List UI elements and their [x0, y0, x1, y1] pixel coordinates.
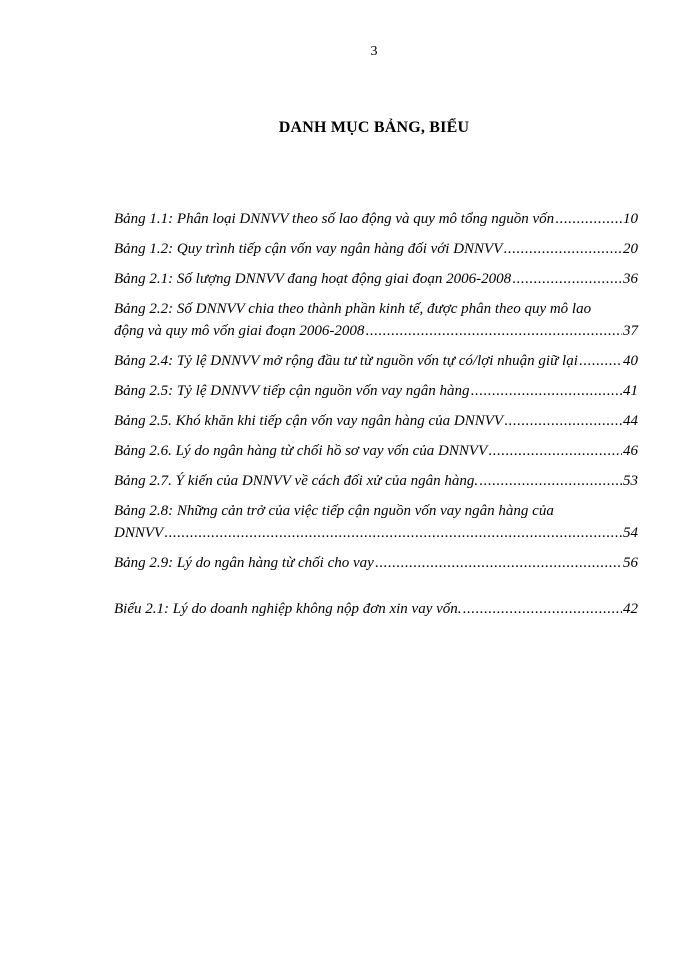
dot-leader	[365, 320, 622, 342]
dot-leader	[512, 268, 622, 290]
dot-leader	[555, 208, 622, 230]
charts-list	[114, 598, 638, 620]
entry-title: Bảng 2.7. Ý kiến của DNNVV về cách đối xử của ngân hàng.	[114, 473, 479, 489]
entry-row	[114, 552, 638, 574]
entry-page-number: 42	[623, 601, 638, 617]
entry-title: Bảng 2.9: Lý do ngân hàng từ chối cho vay	[114, 555, 374, 571]
section-gap	[114, 582, 638, 598]
entry-page-number: 54	[623, 525, 638, 541]
page-number: 3	[370, 44, 378, 59]
entry-title-line: Bảng 2.2: Số DNNVV chia theo thành phần kinh tế, được phân theo quy mô lao	[114, 301, 592, 317]
entry-row	[114, 470, 638, 492]
dot-leader	[503, 238, 622, 260]
dot-leader	[463, 598, 622, 620]
entry-row	[114, 440, 638, 462]
entry-title: Bảng 1.2: Quy trình tiếp cận vốn vay ngân hàng đối với DNNVV	[114, 241, 503, 257]
entry-title: Bảng 2.1: Số lượng DNNVV đang hoạt động giai đoạn 2006-2008	[114, 271, 512, 287]
entry-page-number: 53	[623, 473, 638, 489]
entry-row	[114, 350, 638, 372]
entry-title: Bảng 2.4: Tỷ lệ DNNVV mở rộng đầu tư từ nguồn vốn tự có/lợi nhuận giữ lại	[114, 353, 578, 369]
entry-page-number: 41	[623, 383, 638, 399]
entry-page-number: 20	[623, 241, 638, 257]
table-list-item	[114, 410, 638, 432]
entry-title: động và quy mô vốn giai đoạn 2006-2008	[114, 323, 365, 339]
entry-row	[114, 380, 638, 402]
entry-page-number: 46	[623, 443, 638, 459]
entry-title: Bảng 1.1: Phân loại DNNVV theo số lao động và quy mô tổng nguồn vốn	[114, 211, 555, 227]
entry-title: Bảng 2.5. Khó khăn khi tiếp cận vốn vay ngân hàng của DNNVV	[114, 413, 504, 429]
entry-title: Bảng 2.6. Lý do ngân hàng từ chối hồ sơ vay vốn của DNNVV	[114, 443, 488, 459]
entry-row	[114, 238, 638, 260]
table-list-item	[114, 380, 638, 402]
entry-title: Bảng 2.5: Tỷ lệ DNNVV tiếp cận nguồn vốn vay ngân hàng	[114, 383, 470, 399]
table-list-item	[114, 208, 638, 230]
tables-list	[114, 208, 638, 574]
table-list-item	[114, 552, 638, 574]
entry-title: DNNVV	[114, 525, 164, 541]
entry-row	[114, 208, 638, 230]
dot-leader	[488, 440, 622, 462]
table-of-contents	[114, 208, 638, 628]
entry-page-number: 44	[623, 413, 638, 429]
entry-row	[114, 598, 638, 620]
dot-leader	[504, 410, 622, 432]
entry-page-number: 37	[623, 323, 638, 339]
entry-title: Biểu 2.1: Lý do doanh nghiệp không nộp đơn xin vay vốn.	[114, 601, 462, 617]
entry-row	[114, 268, 638, 290]
table-list-item	[114, 500, 638, 544]
entry-title-line: Bảng 2.8: Những cản trở của việc tiếp cận nguồn vốn vay ngân hàng của	[114, 503, 554, 519]
entry-row	[114, 320, 638, 342]
table-list-item	[114, 440, 638, 462]
chart-list-item	[114, 598, 638, 620]
dot-leader	[471, 380, 622, 402]
dot-leader	[579, 350, 622, 372]
table-list-item	[114, 350, 638, 372]
table-list-item	[114, 298, 638, 342]
table-list-item	[114, 268, 638, 290]
entry-page-number: 56	[623, 555, 638, 571]
dot-leader	[375, 552, 622, 574]
dot-leader	[479, 470, 622, 492]
table-list-item	[114, 238, 638, 260]
entry-row	[114, 522, 638, 544]
page-title: DANH MỤC BẢNG, BIỂU	[278, 119, 470, 136]
entry-row	[114, 410, 638, 432]
entry-page-number: 10	[623, 211, 638, 227]
table-list-item	[114, 470, 638, 492]
entry-page-number: 40	[623, 353, 638, 369]
dot-leader	[164, 522, 622, 544]
entry-page-number: 36	[623, 271, 638, 287]
